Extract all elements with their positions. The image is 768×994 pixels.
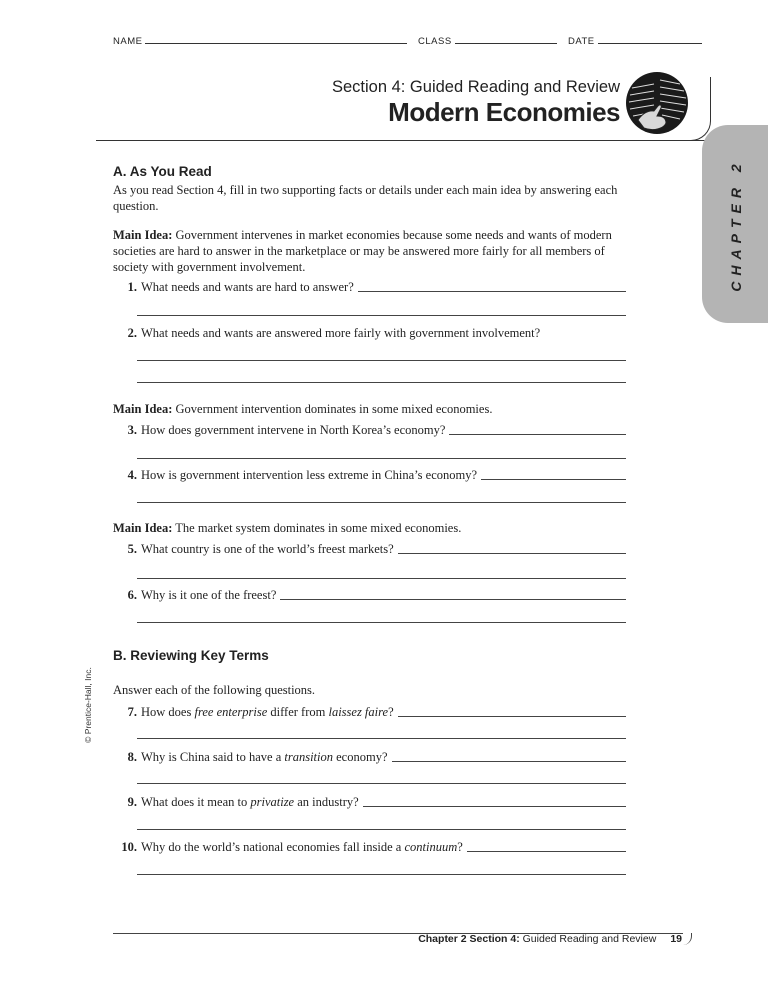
question-3 xyxy=(113,423,626,438)
question-text: What needs and wants are hard to answer? xyxy=(141,280,354,294)
question-text: How does government intervene in North Korea’s economy? xyxy=(141,423,446,437)
answer-line[interactable] xyxy=(137,382,626,383)
question-number: 3. xyxy=(127,423,137,437)
key-term: free enterprise xyxy=(194,705,268,719)
part-a-heading: A. As You Read xyxy=(113,164,212,179)
question-number: 1. xyxy=(127,280,137,294)
answer-line[interactable] xyxy=(392,760,627,762)
date-label: DATE xyxy=(568,36,595,47)
answer-line[interactable] xyxy=(137,622,626,623)
answer-line[interactable] xyxy=(280,598,626,600)
date-field[interactable] xyxy=(568,36,702,47)
main-idea-1 xyxy=(113,227,626,275)
date-line[interactable] xyxy=(598,42,702,44)
question-number: 9. xyxy=(127,795,137,809)
answer-line[interactable] xyxy=(481,478,626,480)
section-title: Modern Economies xyxy=(388,97,620,127)
question-text: How is government intervention less extreme in China’s economy? xyxy=(141,468,478,482)
main-idea-text: Government intervenes in market economies because some needs and wants of modern societies are hard to answer in the marketplace or may be answered more fairly for all members of society with government involvement. xyxy=(113,228,612,274)
name-line[interactable] xyxy=(145,42,407,44)
footer-label: Guided Reading and Review xyxy=(519,933,657,945)
main-idea-label: Main Idea: xyxy=(113,402,173,416)
copyright-notice: © Prentice-Hall, Inc. xyxy=(83,667,93,743)
answer-line[interactable] xyxy=(137,315,626,316)
answer-line[interactable] xyxy=(449,433,626,435)
question-number: 2. xyxy=(127,326,137,340)
main-idea-3 xyxy=(113,520,626,536)
main-idea-text: Government intervention dominates in some mixed economies. xyxy=(175,402,493,416)
answer-line[interactable] xyxy=(137,783,626,784)
main-idea-label: Main Idea: xyxy=(113,521,173,535)
question-7 xyxy=(113,705,626,720)
question-10 xyxy=(113,840,626,855)
part-a-instructions: As you read Section 4, fill in two supporting facts or details under each main idea by answering each question. xyxy=(113,183,618,213)
part-b-instructions: Answer each of the following questions. xyxy=(113,683,316,697)
answer-line[interactable] xyxy=(137,874,626,875)
question-text: Why is it one of the freest? xyxy=(141,588,277,602)
question-8 xyxy=(113,750,626,765)
question-6 xyxy=(113,588,626,603)
answer-line[interactable] xyxy=(137,738,626,739)
question-text: What country is one of the world’s freest markets? xyxy=(141,542,394,556)
page-number: 19 xyxy=(670,933,682,945)
answer-line[interactable] xyxy=(467,850,626,852)
question-5 xyxy=(113,542,626,557)
part-b-heading: B. Reviewing Key Terms xyxy=(113,648,269,663)
question-text: Why do the world’s national economies fall inside a continuum? xyxy=(141,840,463,854)
section-subtitle: Section 4: Guided Reading and Review xyxy=(331,78,620,96)
answer-line[interactable] xyxy=(363,805,626,807)
answer-line[interactable] xyxy=(398,552,626,554)
main-idea-2 xyxy=(113,401,626,417)
question-number: 6. xyxy=(127,588,137,602)
question-number: 8. xyxy=(127,750,137,764)
key-term: privatize xyxy=(250,795,295,809)
title-rule xyxy=(96,140,710,141)
answer-line[interactable] xyxy=(358,290,626,292)
question-4 xyxy=(113,468,626,483)
answer-line[interactable] xyxy=(137,829,626,830)
question-1 xyxy=(113,280,626,295)
answer-line[interactable] xyxy=(137,360,626,361)
answer-line[interactable] xyxy=(398,715,626,717)
question-number: 4. xyxy=(127,468,137,482)
question-number: 10. xyxy=(121,840,137,854)
page-footer xyxy=(418,933,682,945)
main-idea-label: Main Idea: xyxy=(113,228,173,242)
main-idea-text: The market system dominates in some mixed economies. xyxy=(175,521,462,535)
answer-line[interactable] xyxy=(137,502,626,503)
key-term: transition xyxy=(284,750,333,764)
answer-line[interactable] xyxy=(137,578,626,579)
question-text: Why is China said to have a transition economy? xyxy=(141,750,388,764)
class-label: CLASS xyxy=(418,36,452,47)
name-label: NAME xyxy=(113,36,143,47)
question-text: What needs and wants are answered more fairly with government involvement? xyxy=(141,326,541,340)
class-field[interactable] xyxy=(418,36,557,47)
key-term: laissez faire xyxy=(328,705,389,719)
name-field[interactable] xyxy=(113,36,407,47)
question-9 xyxy=(113,795,626,810)
question-2 xyxy=(113,326,626,341)
footer-chapter-section: Chapter 2 Section 4: xyxy=(418,933,520,945)
question-number: 5. xyxy=(127,542,137,556)
question-number: 7. xyxy=(127,705,137,719)
footer-rule-curve xyxy=(683,933,692,945)
answer-line[interactable] xyxy=(137,458,626,459)
question-text: How does free enterprise differ from laissez faire? xyxy=(141,705,394,719)
title-rule-curve xyxy=(690,77,711,141)
key-term: continuum xyxy=(404,840,458,854)
class-line[interactable] xyxy=(455,42,557,44)
newspaper-hand-icon xyxy=(624,70,690,136)
chapter-tab-label: CHAPTER 2 xyxy=(728,158,744,292)
question-text: What does it mean to privatize an industry? xyxy=(141,795,359,809)
